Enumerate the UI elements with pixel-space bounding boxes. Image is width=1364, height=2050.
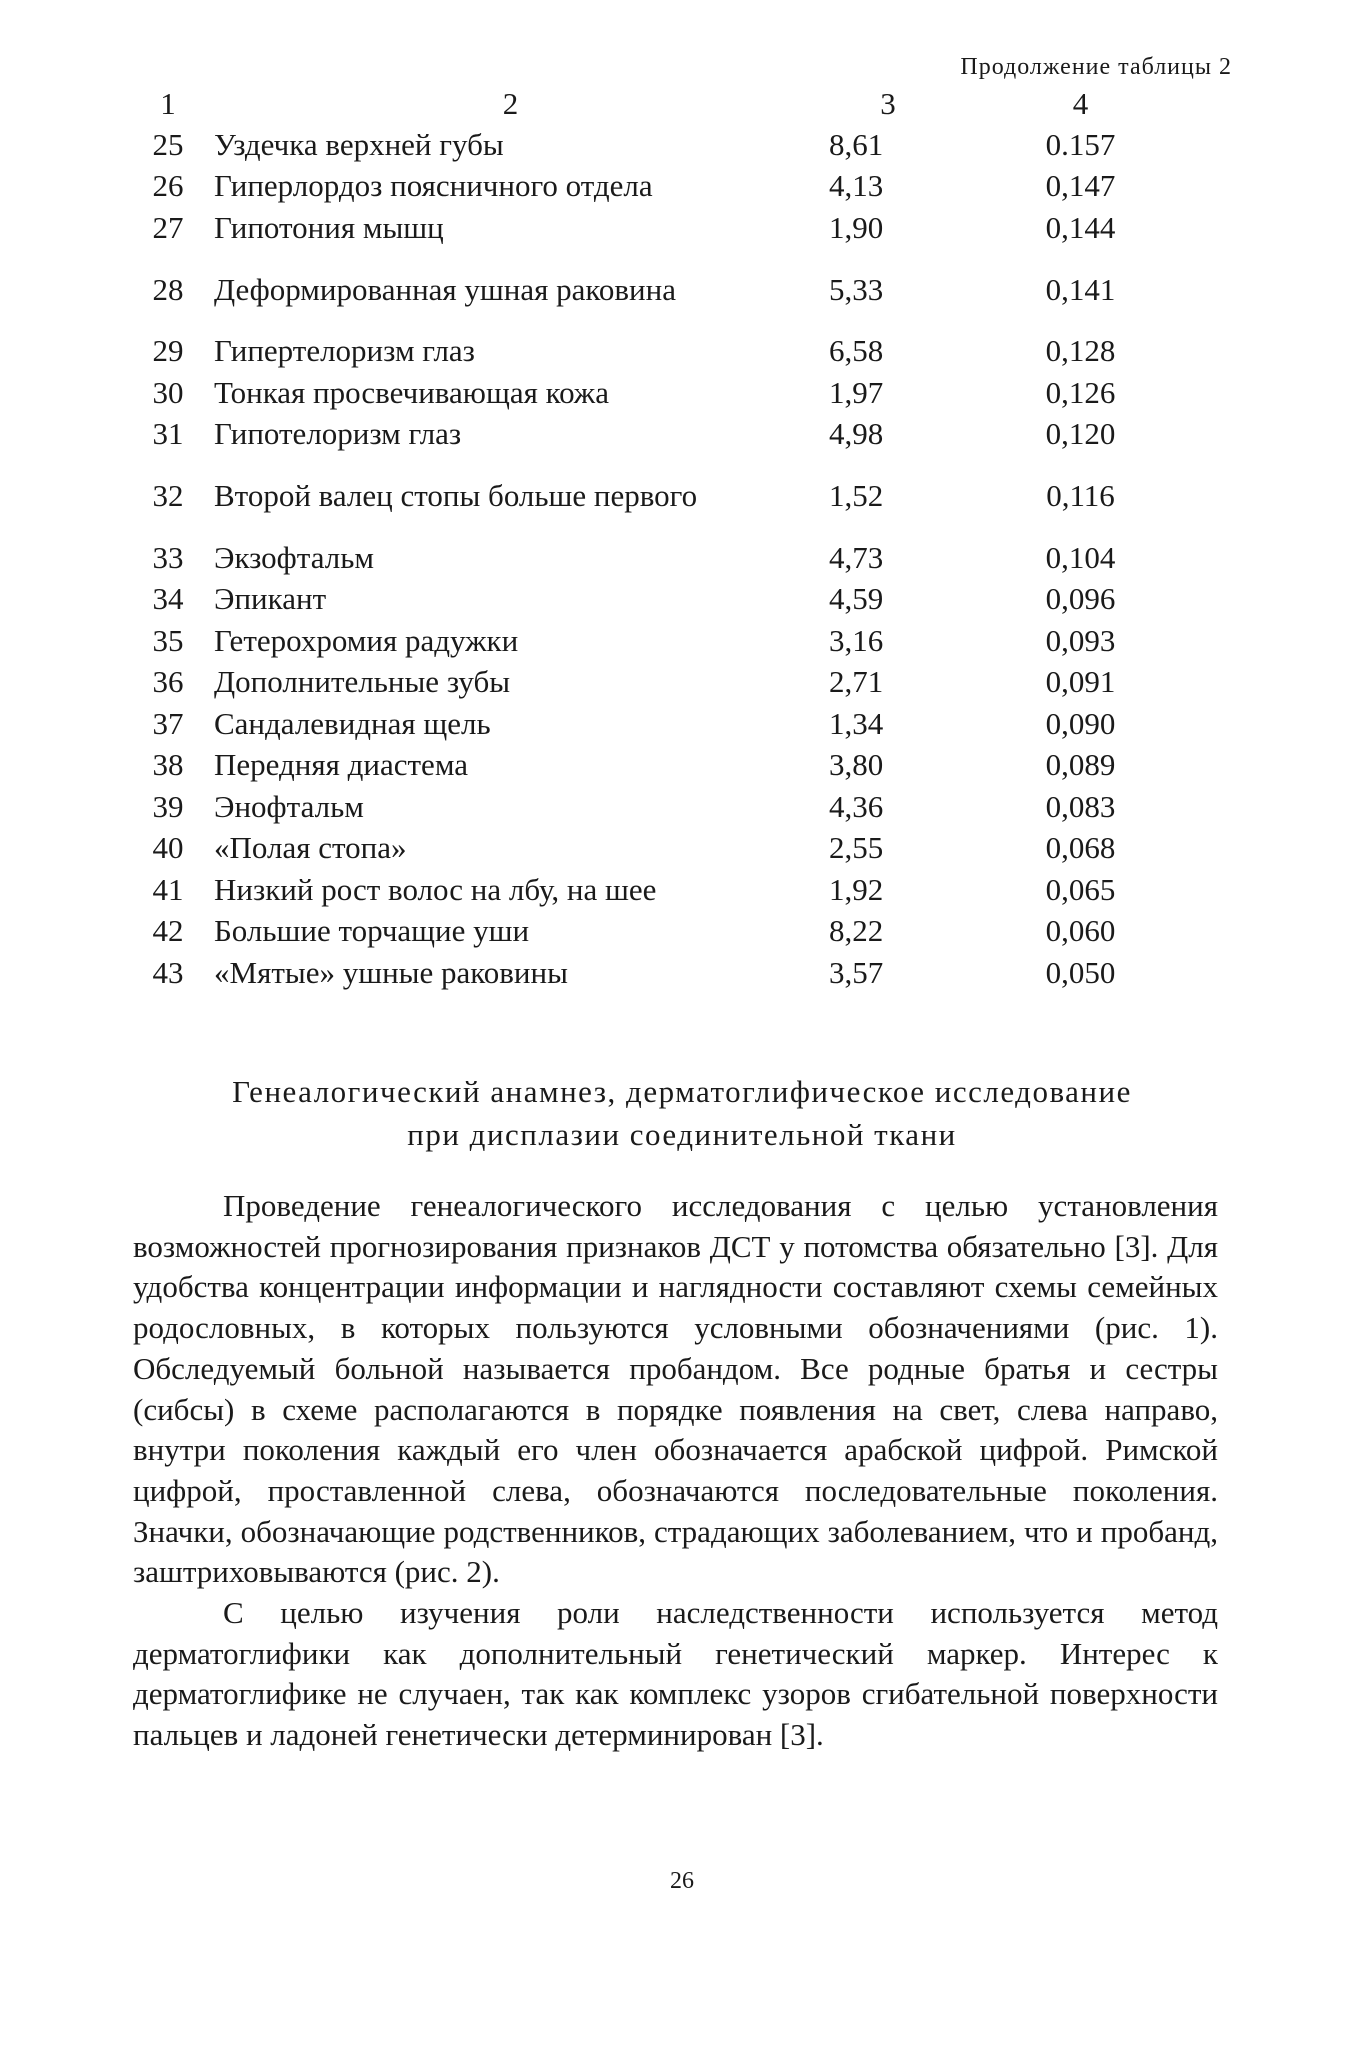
table-row [128, 124, 1198, 166]
table-row [128, 249, 1198, 331]
row-value-col4-cell: 0,068 [1045, 830, 1116, 866]
row-name-cell: Большие торчащие уши [214, 913, 530, 949]
row-value-col4-cell: 0,060 [1045, 913, 1116, 949]
row-value-col3-cell: 5,33 [829, 271, 884, 307]
row-number-cell: 40 [152, 830, 184, 866]
row-name-cell: Деформированная ушная раковина [214, 271, 676, 307]
row-value-col3-cell: 3,80 [829, 747, 884, 783]
row-number-cell: 31 [152, 416, 184, 452]
row-name-cell: Тонкая просвечивающая кожа [214, 374, 609, 410]
row-value-col3-cell: 1,97 [829, 374, 884, 410]
row-name-cell: «Полая стопа» [214, 830, 407, 866]
row-value-col4-cell: 0,090 [1045, 705, 1116, 741]
row-value-col3-cell: 6,58 [829, 333, 884, 369]
row-name-cell: Дополнительные зубы [214, 664, 511, 700]
row-name-cell: Гипотелоризм глаз [214, 416, 462, 452]
row-value-col3-cell: 3,57 [829, 954, 884, 990]
row-value-col4-cell: 0,128 [1045, 333, 1116, 369]
row-value-col4-cell: 0,104 [1045, 539, 1116, 575]
row-name-cell: Низкий рост волос на лбу, на шее [214, 871, 657, 907]
row-name-cell: Гипотония мышц [214, 209, 444, 245]
column-header: 1 [160, 86, 176, 121]
row-value-col4-cell: 0,050 [1045, 954, 1116, 990]
table-row [128, 414, 1198, 456]
row-number-cell: 29 [152, 333, 184, 369]
row-name-cell: Экзофтальм [214, 539, 374, 575]
table-header-row [128, 84, 1198, 124]
row-name-cell: Сандалевидная щель [214, 705, 491, 741]
row-value-col3-cell: 1,92 [829, 871, 884, 907]
row-value-col4-cell: 0,141 [1045, 271, 1116, 307]
table-row [128, 331, 1198, 373]
section-title-line: Генеалогический анамнез, дерматоглифическое исследование [232, 1074, 1132, 1109]
row-number-cell: 42 [152, 913, 184, 949]
row-number-cell: 33 [152, 539, 184, 575]
row-number-cell: 34 [152, 581, 184, 617]
column-header: 4 [1072, 86, 1089, 121]
table-row [128, 620, 1198, 662]
row-number-cell: 41 [152, 871, 184, 907]
row-value-col4-cell: 0,065 [1045, 871, 1116, 907]
row-value-col4-cell: 0,089 [1045, 747, 1116, 783]
row-value-col3-cell: 4,98 [829, 416, 884, 452]
row-value-col3-cell: 4,73 [829, 539, 884, 575]
table-row [128, 703, 1198, 745]
column-header: 2 [502, 86, 519, 121]
section-title-line: при дисплазии соединительной ткани [407, 1117, 957, 1152]
row-value-col3-cell: 1,90 [829, 209, 884, 245]
row-value-col3-cell: 4,36 [829, 788, 884, 824]
row-number-cell: 32 [152, 478, 184, 513]
row-number-cell: 25 [152, 126, 184, 162]
page-number: 26 [670, 1868, 694, 1894]
row-value-col4-cell: 0,093 [1045, 622, 1116, 658]
row-value-col4-cell: 0.157 [1045, 126, 1116, 162]
table-row [128, 537, 1198, 579]
table-row [128, 455, 1198, 537]
table-row [128, 911, 1198, 953]
row-value-col3-cell: 8,61 [829, 126, 884, 162]
row-value-col3-cell: 3,16 [829, 622, 884, 658]
row-value-col3-cell: 4,59 [829, 581, 884, 617]
row-value-col4-cell: 0,091 [1045, 664, 1116, 700]
table-body [128, 124, 1198, 994]
data-table [128, 84, 1198, 994]
table-row [128, 952, 1198, 994]
row-number-cell: 38 [152, 747, 184, 783]
paragraph: С целью изучения роли наследственности используется метод дерматоглифики как дополнительный генетический маркер. Интерес к дерматоглифике не случаен, так как комплекс узоров сгибательной поверхности пальцев и ладоней генетически детерминирован [3]. [133, 1595, 1218, 1753]
row-value-col4-cell: 0,144 [1045, 209, 1116, 245]
row-number-cell: 35 [152, 622, 184, 658]
row-number-cell: 43 [152, 954, 184, 990]
table-continuation-label: Продолжение таблицы 2 [960, 54, 1232, 80]
row-value-col3-cell: 4,13 [829, 168, 884, 204]
row-value-col3-cell: 1,34 [829, 705, 884, 741]
row-value-col4-cell: 0,083 [1045, 788, 1116, 824]
row-name-cell: Энофтальм [214, 788, 364, 824]
row-name-cell: Второй валец стопы больше первого [214, 478, 698, 513]
table-row [128, 745, 1198, 787]
table-row [128, 579, 1198, 621]
section-title [0, 1070, 1364, 1156]
row-value-col3-cell: 2,71 [829, 664, 884, 700]
row-number-cell: 27 [152, 209, 184, 245]
row-name-cell: Гипертелоризм глаз [214, 333, 475, 369]
row-number-cell: 28 [152, 271, 184, 307]
row-number-cell: 39 [152, 788, 184, 824]
row-number-cell: 36 [152, 664, 184, 700]
row-value-col4-cell: 0,147 [1045, 168, 1116, 204]
row-value-col4-cell: 0,120 [1045, 416, 1116, 452]
row-name-cell: Гиперлордоз поясничного отдела [214, 168, 653, 204]
table-row [128, 207, 1198, 249]
row-value-col3-cell: 2,55 [829, 830, 884, 866]
row-name-cell: Передняя диастема [214, 747, 468, 783]
row-value-col4-cell: 0,116 [1046, 478, 1115, 513]
row-name-cell: Уздечка верхней губы [214, 126, 504, 162]
table-row [128, 166, 1198, 208]
row-number-cell: 37 [152, 705, 184, 741]
table-row [128, 828, 1198, 870]
table-row [128, 786, 1198, 828]
column-header: 3 [880, 86, 896, 121]
row-value-col3-cell: 8,22 [829, 913, 884, 949]
row-number-cell: 26 [152, 168, 184, 204]
paragraph: Проведение генеалогического исследования с целью установления возможностей прогнозирования признаков ДСТ у потомства обязательно [3]. Для удобства концентрации информации и наглядности составляют схемы семейных родословных, в которых пользуются условными обозначениями (рис. 1). Обследуемый больной называется пробандом. Все родные братья и сестры (сибсы) в схеме располагаются в порядке появления на свет, слева направо, внутри поколения каждый его член обозначается арабской цифрой. Римской цифрой, проставленной слева, обозначаются последовательные поколения. Значки, обозначающие родственников, страдающих заболеванием, что и пробанд, заштриховываются (рис. 2). [133, 1188, 1218, 1590]
row-value-col3-cell: 1,52 [829, 478, 884, 513]
row-name-cell: Гетерохромия радужки [214, 622, 519, 658]
row-number-cell: 30 [152, 374, 184, 410]
row-value-col4-cell: 0,126 [1045, 374, 1116, 410]
row-value-col4-cell: 0,096 [1045, 581, 1116, 617]
table-row [128, 662, 1198, 704]
row-name-cell: «Мятые» ушные раковины [214, 954, 568, 990]
body-text [133, 1186, 1218, 1756]
row-name-cell: Эпикант [214, 581, 327, 617]
table-row [128, 869, 1198, 911]
table-row [128, 372, 1198, 414]
